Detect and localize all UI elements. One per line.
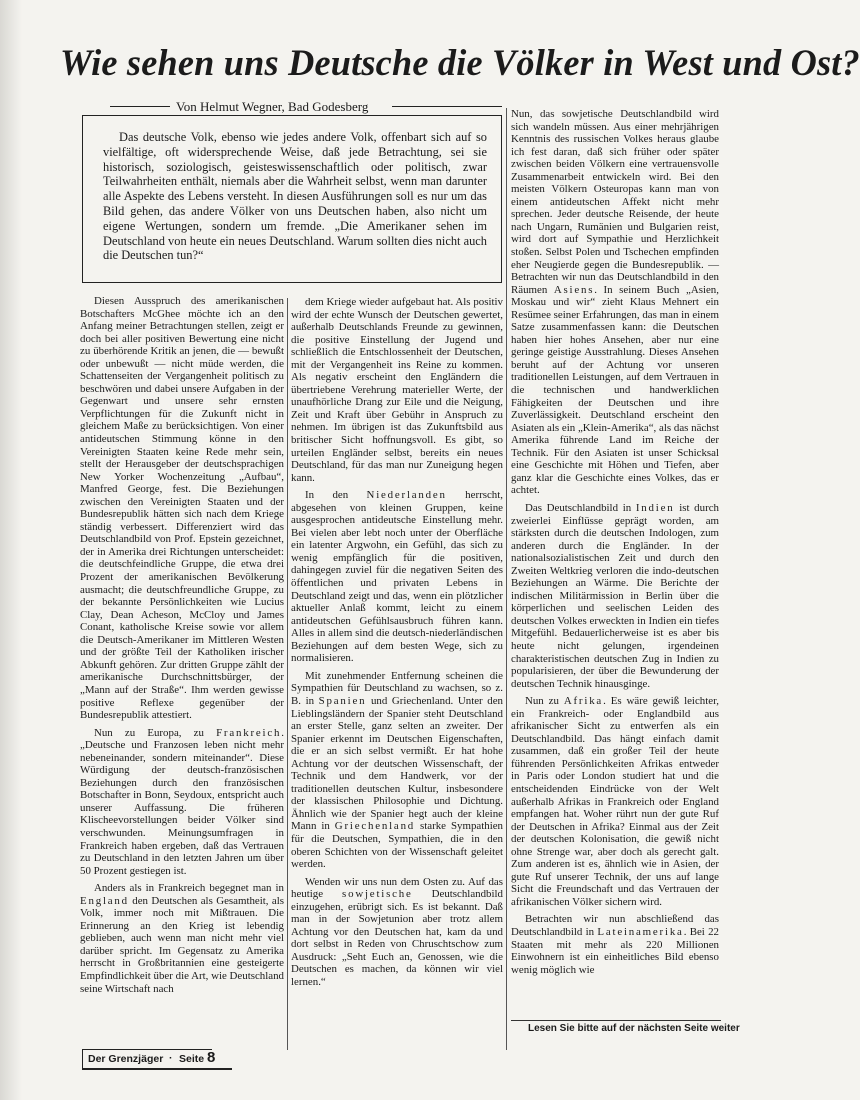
article-title: Wie sehen uns Deutsche die Völker in West und Ost?: [60, 43, 860, 84]
country-sowjetisch: sowjetische: [342, 888, 413, 901]
footer-underline: [82, 1068, 232, 1070]
country-england: England: [80, 894, 129, 907]
footer-box: [82, 1049, 216, 1069]
intro-text: Das deutsche Volk, ebenso wie jedes andere Volk, offenbart sich auf so vielfältige, oft widersprechende Weise, daß jede Betrachtung, sei sie historisch, soziologisch, geisteswissenschaftlich oder politisch, zwar Teilwahrheiten enthält, niemals aber die Wahrheit selbst, wenn man darunter alle Aspekte des Lebens versteht. In diesen Ausführungen soll es nur um das Bild gehen, das andere Völker von uns Deutschen haben, also nicht um eigene Wertungen, sondern um fremde. „Die Amerikaner sehen im Deutschland von heute ein neues Deutschland. Warum sollten dies nicht auch die Deutschen tun?“: [103, 130, 487, 263]
continue-note: Lesen Sie bitte auf der nächsten Seite weiter: [528, 1023, 740, 1034]
col3-p3-text-b: . Es wäre gewiß leichter, ein Frankreich- oder Englandbild aus afrikanischer Sicht zu entwerfen als ein Deutschlandbild. Das hängt einfach damit zusammen, daß ein großer Teil der heute führenden Persönlichkeiten Afrikas entweder in Paris oder London studiert hat und die entscheidenden Eindrücke von der Welt außerhalb Afrikas in Frankreich oder England empfangen hat. Woher rührt nun der gute Ruf der Deutschen in Afrika? Einmal aus der Zeit der deutschen Kolonisation, die gewiß nicht ohne Strenge war, aber doch als gerecht galt. Zum anderen ist es, ähnlich wie in Asien, der gute Ruf unserer Technik, der uns auf lange Sicht die Freundschaft und das Vertrauen der afrikanischen Völker sichern wird.: [511, 695, 720, 908]
col3-paragraph-3: [511, 695, 719, 908]
col3-p2-text-a: Das Deutschlandbild in: [525, 501, 636, 514]
col2-p3-text-a: Mit zunehmender Entfernung scheinen die Sympathien für Deutschland zu wachsen, so z. B. in: [291, 669, 503, 707]
footer-page-number: 8: [207, 1049, 216, 1066]
article-byline: Von Helmut Wegner, Bad Godesberg: [176, 99, 369, 114]
col1-p3-text-a: Anders als in Frankreich begegnet man in: [94, 882, 284, 895]
col3-p4-text-b: . Bei 22 Staaten mit mehr als 220 Millionen Einwohnern ist ein einheitliches Bild ebenso wenig möglich wie: [511, 926, 719, 976]
col2-p2-text-a: In den: [305, 489, 367, 502]
col2-p3-text-b: und Griechenland. Unter den Lieblingsländern der Spanier steht Deutschland an erster Stelle, ganz selten an zweiter. Der Spanier erkennt im Deutschen Eigenschaften, die er an sich selbst vermißt. Er hat hohe Achtung vor der deutschen Wissenschaft, der Technik und dem Handwerk, vor der traditionellen deutschen Kultur, insbesondere der klassischen Philosophie und Dichtung. Ähnlich wie der Spanier hegt auch der kleine Mann in: [291, 694, 503, 833]
byline-rule-right: [392, 106, 502, 107]
region-lateinamerika: Lateinamerika: [597, 926, 684, 938]
col2-p2-text-b: herrscht, abgesehen von kleinen Gruppen, keine ausgesprochen antideutsche Einstellung mehr. Bei vielen aber lebt noch unter der Oberfläche ein latenter Argwohn, ein Gefühl, das sich zu wenig empfänglich für die positiven, dahingegen zuviel für die negativen Seiten des öffentlichen und privaten Lebens in Deutschland zeigt und das, wenn ein plötzlicher aktueller Anlaß kommt, leicht zu einem antideutschen Gefühlsausbruch führen kann. Alles in allem sind die deutsch-niederländischen Beziehungen auf dem besten Wege, sich zu normalisieren.: [291, 489, 503, 665]
col3-paragraph-1: [511, 108, 719, 497]
country-spanien: Spanien: [318, 694, 367, 707]
col1-paragraph-2: [80, 727, 284, 878]
column-divider-1: [287, 298, 288, 1050]
footer-separator: ·: [169, 1052, 173, 1064]
footer-page-label: Seite: [179, 1053, 205, 1065]
col2-p3-text-c: starke Sympathien für die Deutschen, Sympathien, die in den oberen Schichten von der Wissenschaft geleitet werden.: [291, 820, 504, 871]
byline-rule-left: [110, 106, 170, 107]
footer-publication: Der Grenzjäger: [88, 1053, 164, 1065]
col2-paragraph-3: [291, 670, 503, 871]
col2-paragraph-2: [291, 489, 503, 665]
column-divider-2: [506, 108, 507, 1050]
column-right: [511, 108, 719, 1021]
col1-paragraph-3: [80, 882, 284, 995]
col1-paragraph-1: Diesen Ausspruch des amerikanischen Botschafters McGhee möchte ich an den Anfang meiner Betrachtungen stellen, zeigt er doch bei aller positiven Bewertung eine nicht zu überhörende Kritik an jenen, die — bewußt oder unbewußt — nicht müde werden, die Schattenseiten der Vergangenheit politisch zu beschwören und dabei unsere Aufgaben in der Gegenwart und unsere sehr ernsten Verpflichtungen für die Zukunft nicht in gleichem Maße zu berücksichtigen. Von einer antideutschen Stimmung könne in den Vereinigten Staaten keine Rede mehr sein, stellt der Herausgeber der deutschsprachigen New Yorker Wochenzeitung „Aufbau“, Manfred George, fest. Die Beziehungen zwischen den Vereinigten Staaten und der Bundesrepublik hätten sich nach dem Kriege ständig verbessert. Differenziert wird das Deutschlandbild von Prof. Epstein gezeichnet, der in Amerika drei Richtungen unterscheidet: die deutschfeindliche Gruppe, die etwa drei Prozent der amerikanischen Bevölkerung ausmacht; die deutschfreundliche Gruppe, zu der bekannte Persönlichkeiten wie Lucius Clay, Dean Acheson, McCloy und James Conant, katholische Kreise sowie vor allem die Deutsch-Amerikaner im Mittleren Westen und der größte Teil der Katholiken irischer Abkunft gehören. Zur dritten Gruppe zählt der amerikanische Durchschnittsbürger, der „Mann auf der Straße“. Ihm werden gewisse positive Reflexe gegenüber der Bundesrepublik attestiert.: [80, 295, 284, 722]
col2-paragraph-1: dem Kriege wieder aufgebaut hat. Als positiv wird der echte Wunsch der Deutschen gewertet, außerhalb Deutschlands Freunde zu gewinnen, die positive Einstellung der Jugend und schließlich die Entschlossenheit der Deutschen, mit der Vergangenheit ins Reine zu kommen. Als negativ erscheint den Engländern die übertriebene Verehrung materieller Werte, der unaufhörliche Drang zur Eile und die Neigung, Zeit und Kraft über Gebühr in Anspruch zu nehmen. Im übrigen ist das Zukunftsbild aus britischer Sicht hoffnungsvoll. Es gibt, so urteilen Engländer selbst, bereits ein neues Deutschland, für das man nur Zuneigung hegen kann.: [291, 296, 503, 484]
col2-p4-text-a: Wenden wir uns nun dem Osten zu. Auf das heutige: [291, 875, 503, 901]
byline-row: [110, 99, 502, 113]
col3-paragraph-2: [511, 502, 719, 690]
country-niederlande: Niederlanden: [366, 489, 447, 502]
col1-p3-text-b: den Deutschen als Gesamtheit, als Volk, immer noch mit Mißtrauen. Die Erinnerung an den Krieg ist lebendig geblieben, auch wenn man nicht mehr viel darüber spricht. Im Gegensatz zu Amerika herrscht in Großbritannien eine gesteigerte Empfindlichkeit über die Art, wie Deutschland seine Wirtschaft nach: [80, 894, 284, 995]
col2-p4-text-b: Deutschlandbild einzugehen, erübrigt sich. Es ist bekannt. Daß man in der Sowjetunion aber trotz allem Achtung vor den Deutschen hat, kam da und dort selbst in Reden von Chruschtschow zum Ausdruck: „Seht Euch an, Genossen, wie die Deutschen es machen, da können wir viel lernen.“: [291, 888, 504, 988]
col3-paragraph-4: [511, 913, 719, 976]
continue-rule: [511, 1020, 721, 1021]
country-frankreich: Frankreich: [216, 726, 282, 739]
page-margin-shadow: [0, 0, 22, 1100]
col2-paragraph-4: [291, 876, 503, 989]
col1-p2-text-a: Nun zu Europa, zu: [94, 726, 217, 739]
country-indien: Indien: [635, 501, 675, 514]
region-afrika: Afrika: [563, 695, 604, 708]
col1-p2-text-b: . „Deutsche und Franzosen leben nicht mehr nebeneinander, sondern miteinander“. Diese Würdigung der deutsch-französischen Beziehungen durch den französischen Botschafter in Bonn, Seydoux, entspricht auch unserer Auffassung. Die früheren Klischeevorstellungen beider Völker sind verschwunden. Meinungsumfragen in Frankreich haben ergeben, daß das Vertrauen zu Deutschland in den letzten Jahren um über 50 Prozent gestiegen ist.: [80, 726, 284, 877]
col3-p1-text-a: Nun, das sowjetische Deutschlandbild wird sich wandeln müssen. Aus einer mehrjährigen Kenntnis des russischen Volkes heraus glaube ich fest daran, daß sich früher oder später zwischen beiden Völkern eine vertrauensvolle Zusammenarbeit entwickeln wird. Bei den meisten Völkern Osteuropas kann man von einem antideutschen Affekt nicht mehr sprechen. Jeder deutsche Reisende, der heute nach Ungarn, Rumänien und Bulgarien reist, wird dort auf Sympathie und Herzlichkeit stoßen. Selbst Polen und Tschechen empfinden eher Neugierde gegen die Bundesrepublik. — Betrachten wir nun das Deutschlandbild in den Räumen: [511, 108, 719, 296]
col3-p2-text-b: ist durch zweierlei Einflüsse geprägt worden, am stärksten durch die deutschen Indologen, zum anderen durch die Engländer. In der nationalsozialistischen Zeit und durch den Zweiten Weltkrieg verloren die indo-deutschen Beziehungen an Wärme. Die Berichte der indischen Militärmission in Berlin über die körperlichen und seelischen Leiden des deutschen Volkes erweckten in Indien ein tiefes Mitgefühl. Bedauerlicherweise ist es aber bis heute nicht gelungen, irgendeinen charakteristischen deutschen Zug in Indien zu popularisieren, der über die Bewunderung der deutschen Technik hinausginge.: [511, 501, 719, 690]
col3-p3-text-a: Nun zu: [525, 695, 564, 708]
column-left: [80, 295, 284, 1050]
intro-box: [82, 115, 502, 283]
column-middle: [291, 296, 503, 1050]
country-griechenland: Griechenland: [334, 820, 416, 833]
col3-p1-text-b: . In seinem Buch „Asien, Moskau und wir“ zieht Klaus Mehnert ein Resümee seiner Erfahrungen, das man in einem Satze zusammenfassen kann: die Deutschen haben hier hohes Ansehen, aber nur eine geringe geistige Ausstrahlung. Dieses Ansehen beruht auf der Achtung vor unseren traditionellen Leistungen, auf dem Vertrauen in die technischen und handwerklichen Fähigkeiten der Deutschen und ihre Zuverlässigkeit. Deutschland erscheint den Asiaten als ein „Klein-Amerika“, als das nächst Amerika führende Land im Reiche der Technik. Für den Asiaten ist unser Schicksal eine Geschichte mit Höhen und Tiefen, aber ganz klar die Geschichte eines Volkes, das er achtet.: [511, 283, 719, 497]
region-asien: Asiens: [553, 283, 595, 296]
col3-p4-text-a: Betrachten wir nun abschließend das Deutschlandbild in: [511, 913, 719, 938]
